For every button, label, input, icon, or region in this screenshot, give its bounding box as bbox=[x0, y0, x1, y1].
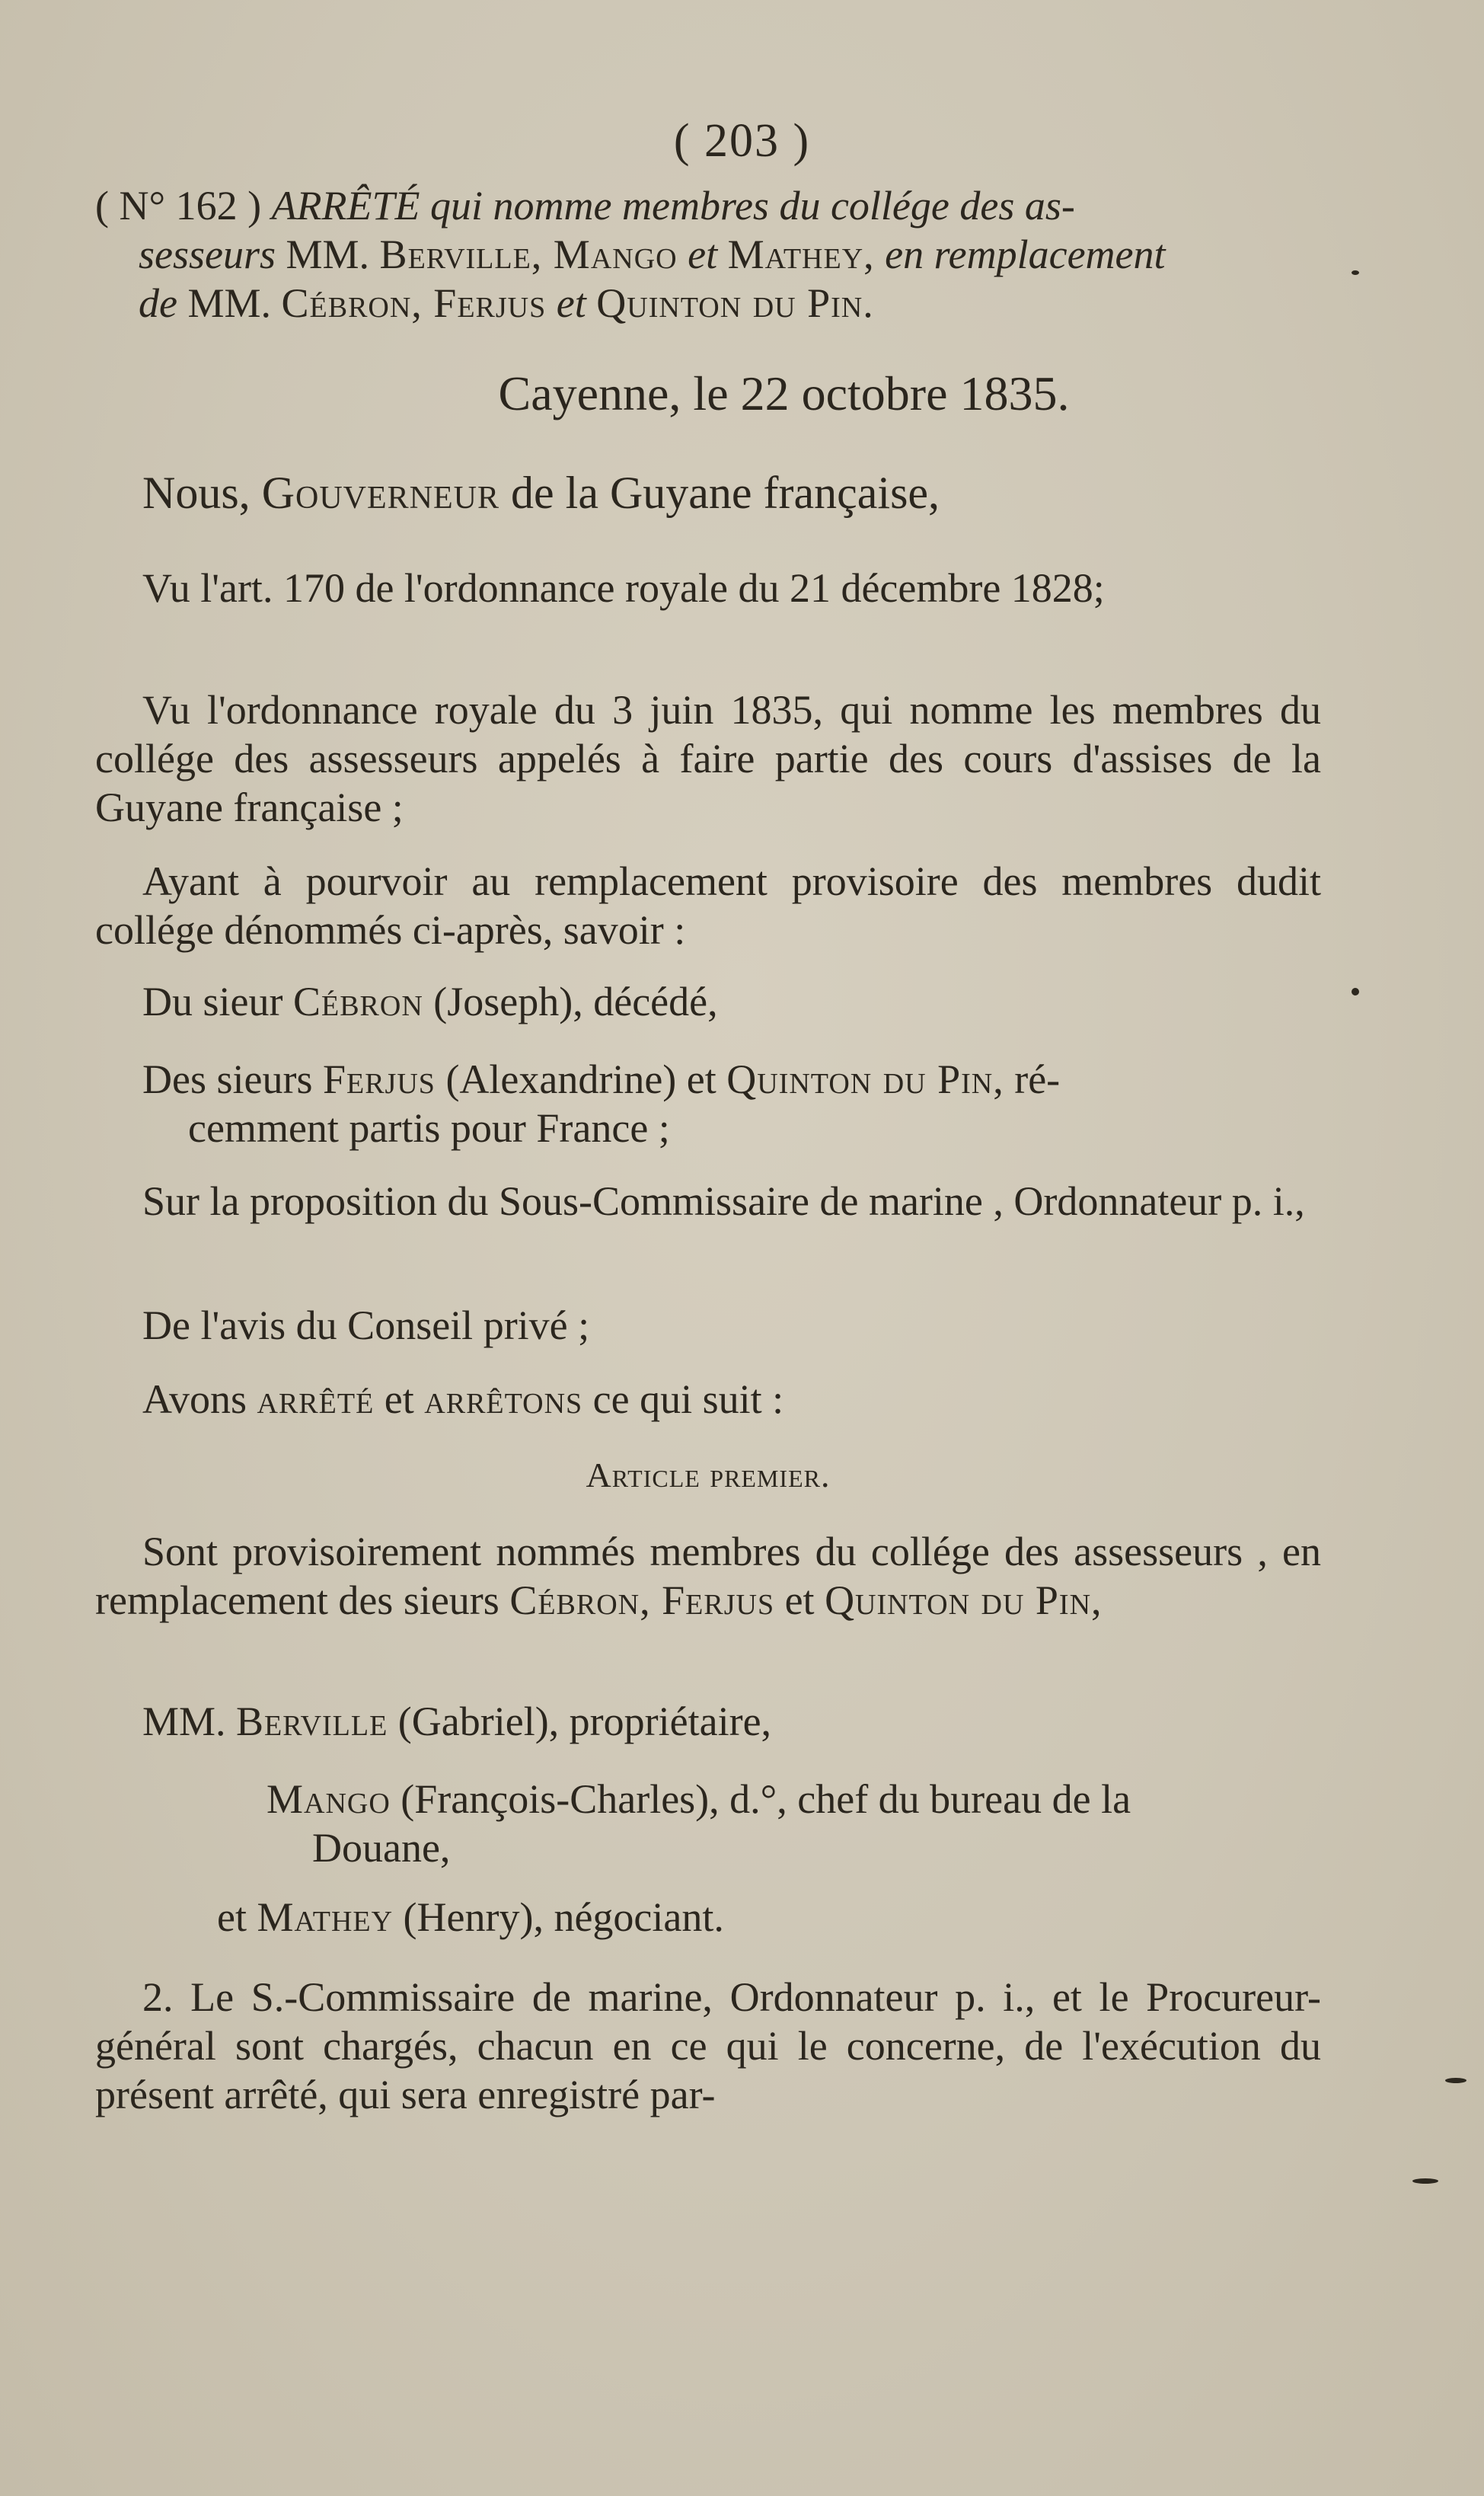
ink-spot bbox=[1352, 988, 1359, 996]
ink-spot bbox=[1412, 2178, 1438, 2184]
paragraph-nous: Nous, Gouverneur de la Guyane française, bbox=[142, 468, 940, 518]
heading-line-1 bbox=[95, 181, 1325, 230]
decree-number: ( N° 162 ) bbox=[95, 183, 262, 229]
ink-spot bbox=[1352, 270, 1359, 275]
paragraph-avons: Avons arrêté et arrêtons ce qui suit : bbox=[142, 1376, 784, 1422]
paragraph-conseil: De l'avis du Conseil privé ; bbox=[142, 1302, 590, 1348]
member-mathey: et Mathey (Henry), négociant. bbox=[217, 1894, 724, 1940]
page-number: ( 203 ) bbox=[673, 115, 811, 167]
article-premier-heading: Article premier. bbox=[586, 1456, 831, 1494]
member-mango: Mango (François-Charles), d.°, chef du bureau de la Douane, bbox=[266, 1776, 1131, 1871]
paragraph-ayant: Ayant à pourvoir au remplacement provisoire des membres dudit collége dénommés ci-après, savoir : bbox=[95, 858, 1321, 953]
paragraph-vu-ordonnance: Vu l'ordonnance royale du 3 juin 1835, qui nomme les membres du collége des assesseurs appelés à faire partie des cours d'assises de la Guyane française ; bbox=[95, 687, 1321, 830]
paragraph-sont-nommes: Sont provisoirement nommés membres du collége des assesseurs , en remplacement des sieurs Cébron, Ferjus et Quinton du Pin, bbox=[95, 1529, 1321, 1623]
article-2: 2. Le S.-Commissaire de marine, Ordonnateur p. i., et le Procureur-général sont chargés, chacun en ce qui le concerne, de l'exécution du présent arrêté, qui sera enregistré par- bbox=[95, 1974, 1321, 2117]
decree-heading bbox=[95, 181, 1325, 328]
paragraph-proposition: Sur la proposition du Sous-Commissaire de marine , Ordonnateur p. i., bbox=[142, 1178, 1305, 1224]
member-berville: MM. Berville (Gabriel), propriétaire, bbox=[142, 1699, 772, 1744]
ink-spot bbox=[1445, 2078, 1466, 2083]
paragraph-ferjus: Des sieurs Ferjus (Alexandrine) et Quinton du Pin, ré- cemment partis pour France ; bbox=[142, 1056, 1061, 1151]
paragraph-cebron: Du sieur Cébron (Joseph), décédé, bbox=[142, 979, 718, 1024]
heading-line-2: sesseurs MM. Berville, Mango et Mathey, en remplacement bbox=[139, 232, 1166, 277]
decree-date: Cayenne, le 22 octobre 1835. bbox=[498, 366, 1070, 420]
heading-line-3: de MM. Cébron, Ferjus et Quinton du Pin. bbox=[139, 280, 874, 326]
paragraph-vu-art: Vu l'art. 170 de l'ordonnance royale du 21 décembre 1828; bbox=[142, 565, 1105, 611]
decree-title: ARRÊTÉ qui nomme membres du collége des as- bbox=[271, 183, 1075, 229]
